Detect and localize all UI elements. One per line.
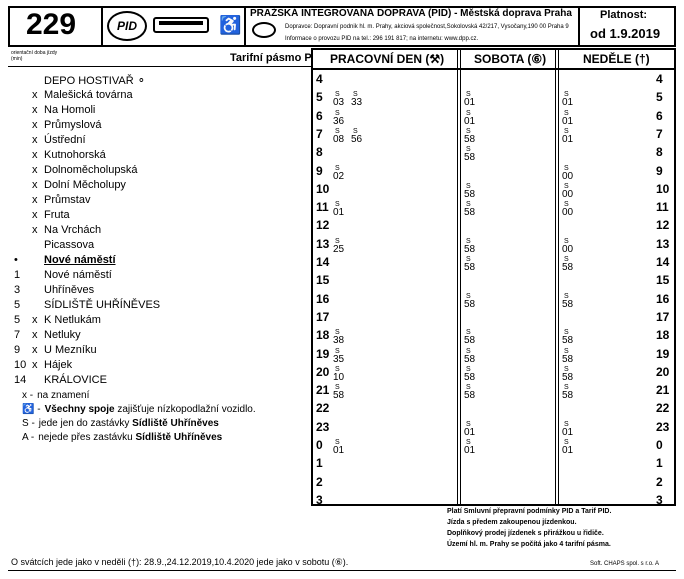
stop-item	[14, 239, 94, 251]
legend-text: zajišťuje nízkopodlažní vozidlo.	[114, 404, 256, 415]
hour-label: 17	[316, 309, 330, 324]
route-s-mark: S	[466, 347, 471, 355]
operator-contact: Informace o provozu PID na tel.: 296 191 817; na internetu: www.dpp.cz.	[285, 36, 479, 42]
hour-label-right: 22	[656, 401, 670, 416]
legend-symbol: x -	[22, 390, 34, 401]
route-s-mark: S	[466, 420, 471, 428]
hour-label: 8	[316, 145, 323, 160]
col-header-weekday: PRACOVNÍ DEN (⚒)	[330, 52, 445, 66]
departure-minute: 01	[464, 445, 476, 456]
stop-mark: x	[32, 194, 38, 206]
hour-label: 11	[316, 200, 329, 215]
stop-name: Ústřední	[44, 134, 86, 146]
departure-minute: 03	[333, 97, 345, 109]
stop-name: Nové náměstí	[44, 254, 116, 266]
operator-title: PRAŽSKÁ INTEGROVANÁ DOPRAVA (PID) - Městská doprava Praha	[250, 8, 572, 19]
departure-minute: 58	[562, 335, 574, 347]
stop-name: Picassova	[44, 239, 95, 251]
col-divider-1	[457, 48, 461, 506]
hour-label: 14	[316, 255, 330, 269]
header-divider-1	[101, 6, 103, 47]
route-s-mark: S	[353, 127, 358, 135]
hour-label-right: 7	[656, 126, 663, 141]
route-s-mark: S	[466, 256, 471, 263]
legend-bold: Sídliště Uhříněves	[135, 432, 223, 443]
stop-mark: x	[32, 344, 38, 356]
departure-minute: 01	[562, 97, 574, 109]
departure-minute: 01	[333, 445, 345, 456]
hour-label-right: 3	[656, 492, 663, 507]
col-divider-2	[555, 48, 559, 506]
stop-minutes: •	[14, 254, 18, 266]
departure-minute: 35	[333, 353, 345, 365]
legend-item	[22, 418, 219, 429]
departure-minute: 38	[333, 335, 345, 347]
stop-item	[14, 329, 81, 341]
hour-label: 5	[316, 90, 323, 105]
stop-name: Uhříněves	[44, 284, 95, 296]
departure-minute: 58	[464, 207, 476, 219]
hour-label: 2	[316, 474, 323, 489]
departure-minute: 01	[464, 97, 476, 109]
stop-minutes: 3	[14, 284, 21, 296]
hour-label-right: 15	[656, 273, 670, 288]
stop-item	[14, 89, 133, 101]
hour-label: 22	[316, 401, 330, 416]
route-s-mark: S	[335, 329, 340, 337]
route-s-mark: S	[564, 365, 569, 373]
stop-item	[14, 209, 70, 221]
departure-minute: 10	[333, 371, 345, 383]
validity-date: od 1.9.2019	[590, 26, 661, 41]
stop-item	[14, 299, 160, 311]
departure-minute: 01	[562, 115, 574, 127]
stop-item	[14, 344, 97, 356]
stop-name: Fruta	[44, 209, 70, 221]
route-s-mark: S	[335, 109, 340, 117]
validity-label: Platnost:	[600, 9, 648, 21]
hour-label-right: 21	[656, 383, 670, 398]
hour-label: 15	[316, 273, 330, 288]
stop-minutes: 9	[14, 344, 21, 356]
route-s-mark: S	[466, 237, 471, 245]
stop-item	[14, 254, 116, 266]
departure-minute: 58	[562, 353, 574, 365]
stop-item	[14, 74, 146, 87]
stop-mark: x	[32, 314, 38, 326]
hour-label-right: 17	[656, 309, 670, 324]
legend-text: nejede přes zastávku	[38, 432, 136, 443]
hour-label-right: 19	[656, 346, 670, 361]
legend-bold: Sídliště Uhříněves	[132, 418, 219, 429]
route-s-mark: S	[564, 164, 569, 172]
stop-name: Malešická továrna	[44, 89, 133, 101]
route-s-mark: S	[466, 292, 471, 300]
departure-minute: 01	[562, 133, 574, 145]
departure-minute: 01	[464, 115, 476, 127]
route-s-mark: S	[335, 347, 340, 355]
route-s-mark: S	[466, 182, 471, 190]
hour-label-right: 23	[656, 419, 670, 434]
hour-label: 21	[316, 383, 330, 398]
header-divider-2	[244, 6, 246, 47]
route-s-mark: S	[466, 127, 471, 135]
stop-minutes: 7	[14, 329, 21, 341]
departure-minute: 00	[562, 170, 574, 182]
bus-icon	[153, 17, 209, 33]
tariff-note-4: Území hl. m. Prahy se počítá jako 4 tarifní pásma.	[447, 541, 611, 548]
hour-label: 12	[316, 218, 330, 233]
tariff-note-2: Jízda s předem zakoupenou jízdenkou.	[447, 519, 577, 526]
route-s-mark: S	[466, 201, 471, 209]
route-s-mark: S	[466, 365, 471, 373]
stop-name: Na Homoli	[44, 104, 96, 116]
legend-symbol: S -	[22, 418, 35, 429]
route-s-mark: S	[466, 329, 471, 337]
left-header-rule	[8, 66, 311, 67]
route-s-mark: S	[335, 365, 340, 373]
departure-minute: 58	[464, 188, 476, 200]
hour-label: 7	[316, 126, 323, 141]
route-s-mark: S	[353, 91, 358, 99]
departure-minute: 58	[333, 390, 345, 402]
route-s-mark: S	[564, 329, 569, 337]
hour-label: 6	[316, 108, 323, 123]
hour-label: 19	[316, 346, 330, 361]
stop-name: Hájek	[44, 359, 73, 371]
route-s-mark: S	[466, 439, 471, 446]
stop-minutes: 10	[14, 359, 27, 371]
departure-minute: 58	[464, 353, 476, 365]
tariff-note-1: Platí Smluvní přepravní podmínky PID a Tarif PID.	[447, 508, 612, 515]
stop-item	[14, 134, 86, 146]
stop-name: SÍDLIŠTĚ UHŘÍNĚVES	[44, 299, 161, 311]
stop-item	[14, 179, 126, 191]
stop-item	[14, 374, 107, 386]
stop-name: Nové náměstí	[44, 269, 112, 281]
holiday-note: O svátcích jede jako v neděli (†): 28.9.,24.12.2019,10.4.2020 jede jako v sobotu (⑥).	[11, 557, 349, 567]
hour-label: 0	[316, 438, 323, 452]
hour-label-right: 10	[656, 181, 670, 196]
stop-mark: x	[32, 149, 38, 161]
legend-text: jede jen do zastávky	[38, 418, 133, 429]
hour-label-right: 6	[656, 108, 663, 123]
stop-name: U Mezníku	[44, 344, 97, 356]
departure-minute: 58	[464, 152, 476, 164]
route-s-mark: S	[564, 201, 569, 209]
line-number: 229	[26, 8, 77, 41]
stop-minutes: 14	[14, 374, 27, 386]
route-s-mark: S	[335, 201, 340, 209]
departure-minute: 01	[333, 207, 345, 219]
legend-item	[22, 404, 256, 415]
stop-item	[14, 284, 94, 296]
stop-mark: x	[32, 329, 38, 341]
hour-label-right: 13	[656, 236, 670, 251]
departure-minute: 58	[562, 262, 574, 273]
metro-logo-icon	[252, 22, 276, 38]
timetable-frame	[311, 48, 676, 506]
hour-label-right: 20	[656, 364, 670, 379]
header-divider-3	[578, 6, 580, 47]
stop-item	[14, 224, 101, 236]
stop-name: K Netlukám	[44, 314, 101, 326]
route-s-mark: S	[466, 146, 471, 154]
hour-label: 1	[316, 456, 323, 471]
departure-minute: 58	[562, 390, 574, 402]
route-s-mark: S	[335, 127, 340, 135]
hour-label: 9	[316, 163, 323, 178]
route-s-mark: S	[564, 292, 569, 300]
departure-minute: 58	[562, 371, 574, 383]
departure-minute: 00	[562, 243, 574, 255]
hour-label-right: 18	[656, 328, 670, 343]
departure-minute: 58	[464, 262, 476, 273]
orientation-label: orientační doba jízdy (min)	[11, 50, 58, 62]
departure-minute: 01	[562, 426, 574, 438]
hour-label-right: 16	[656, 291, 670, 306]
stop-item	[14, 149, 106, 161]
pid-logo	[107, 11, 147, 41]
route-s-mark: S	[564, 256, 569, 263]
stop-item	[14, 164, 138, 176]
route-s-mark: S	[564, 91, 569, 99]
hour-label-right: 11	[656, 200, 669, 215]
hour-label: 13	[316, 236, 330, 251]
route-s-mark: S	[466, 384, 471, 392]
stop-mark: x	[32, 119, 38, 131]
col-header-saturday: SOBOTA (⑥)	[474, 52, 547, 66]
route-s-mark: S	[335, 164, 340, 172]
route-s-mark: S	[564, 127, 569, 135]
departure-minute: 00	[562, 207, 574, 219]
stop-mark: x	[32, 104, 38, 116]
stop-item	[14, 194, 90, 206]
stop-name: DEPO HOSTIVAŘ ⚬	[44, 75, 146, 87]
legend-symbol: A -	[22, 432, 35, 443]
route-s-mark: S	[335, 384, 340, 392]
departure-minute: 58	[464, 390, 476, 402]
departure-minute: 00	[562, 188, 574, 200]
route-s-mark: S	[564, 384, 569, 392]
departure-minute: 58	[464, 371, 476, 383]
departure-minute: 25	[333, 243, 345, 255]
route-s-mark: S	[466, 109, 471, 117]
stop-name: Na Vrchách	[44, 224, 102, 236]
stop-name: Netluky	[44, 329, 81, 341]
stop-item	[14, 119, 101, 131]
stop-name: Průmstav	[44, 194, 91, 206]
hour-label-right: 5	[656, 90, 663, 105]
tariff-note-3: Doplňkový prodej jízdenek s přirážkou u řidiče.	[447, 530, 604, 537]
legend-item	[22, 432, 222, 443]
col-header-sunday: NEDĚLE (†)	[583, 52, 650, 66]
route-s-mark: S	[335, 439, 340, 446]
hour-label-right: 0	[656, 438, 663, 452]
stop-item	[14, 269, 112, 281]
software-credit: Soft. CHAPS spol. s r.o. A	[590, 561, 660, 567]
hour-label-right: 2	[656, 474, 663, 489]
hour-label-right: 8	[656, 145, 663, 160]
legend-symbol: ♿ -	[22, 404, 41, 415]
route-s-mark: S	[564, 420, 569, 428]
stop-name: Dolnoměcholupská	[44, 164, 138, 176]
stop-mark: x	[32, 359, 38, 371]
hour-label-right: 1	[656, 456, 663, 471]
departure-minute: 58	[562, 298, 574, 310]
departure-minute: 56	[351, 133, 363, 145]
route-s-mark: S	[335, 91, 340, 99]
departure-minute: 58	[464, 243, 476, 255]
route-s-mark: S	[564, 182, 569, 190]
legend-bold: Všechny spoje	[44, 404, 115, 415]
stop-name: Kutnohorská	[44, 149, 106, 161]
stop-mark: x	[32, 224, 38, 236]
footer-rule	[8, 570, 676, 571]
departure-minute: 01	[464, 426, 476, 438]
legend-text: na znamení	[37, 390, 90, 401]
operator-info: Dopravce: Dopravní podnik hl. m. Prahy, akciová společnost,Sokolovská 42/217, Vysočany,190 00 Praha 9	[285, 24, 569, 30]
stop-mark: x	[32, 134, 38, 146]
stop-item	[14, 314, 101, 326]
stop-mark: x	[32, 209, 38, 221]
stop-mark: x	[32, 164, 38, 176]
departure-minute: 01	[562, 445, 574, 456]
route-s-mark: S	[335, 237, 340, 245]
departure-minute: 08	[333, 133, 345, 145]
hour-label: 23	[316, 419, 330, 434]
tariff-zone: Tarifní pásmo P	[230, 52, 312, 64]
hour-label: 20	[316, 364, 330, 379]
legend-item	[22, 390, 89, 401]
hour-label: 3	[316, 492, 323, 507]
hour-label-right: 4	[656, 72, 663, 86]
pid-logo-text: PID	[116, 19, 137, 33]
stop-name: Průmyslová	[44, 119, 102, 131]
stop-name: KRÁLOVICE	[44, 374, 107, 386]
hour-label-right: 14	[656, 255, 670, 269]
hour-label-right: 9	[656, 163, 663, 178]
departure-minute: 02	[333, 170, 345, 182]
hour-label: 18	[316, 328, 330, 343]
stop-item	[14, 359, 72, 371]
hour-label: 4	[316, 72, 323, 86]
hour-label-right: 12	[656, 218, 670, 233]
hour-label: 10	[316, 181, 330, 196]
stop-name: Dolní Měcholupy	[44, 179, 126, 191]
route-s-mark: S	[564, 237, 569, 245]
departure-minute: 58	[464, 133, 476, 145]
wheelchair-icon: ♿	[219, 15, 242, 35]
stop-minutes: 5	[14, 299, 21, 311]
stop-mark: x	[32, 179, 38, 191]
route-s-mark: S	[466, 91, 471, 99]
departure-minute: 58	[464, 298, 476, 310]
stop-minutes: 1	[14, 269, 21, 281]
route-s-mark: S	[564, 109, 569, 117]
departure-minute: 58	[464, 335, 476, 347]
departure-minute: 36	[333, 115, 345, 127]
route-s-mark: S	[564, 347, 569, 355]
timetable-header-rule	[311, 68, 676, 70]
stop-minutes: 5	[14, 314, 21, 326]
stop-item	[14, 104, 95, 116]
route-s-mark: S	[564, 439, 569, 446]
hour-label: 16	[316, 291, 330, 306]
departure-minute: 33	[351, 97, 363, 109]
stop-mark: x	[32, 89, 38, 101]
